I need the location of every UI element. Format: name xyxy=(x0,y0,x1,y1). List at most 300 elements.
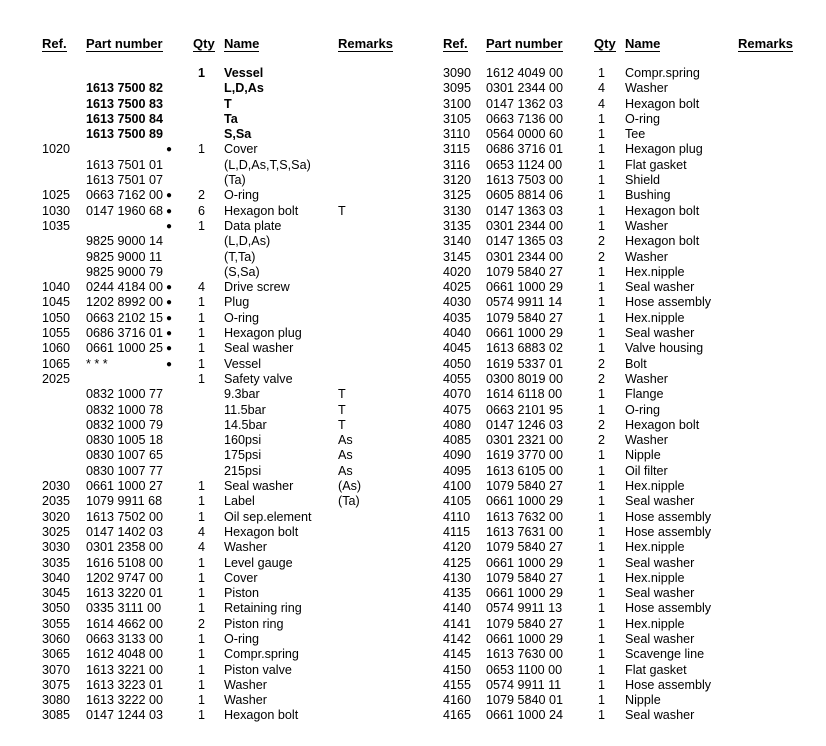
name-cell: Hex.nipple xyxy=(625,570,685,585)
table-row xyxy=(443,433,803,448)
table-header xyxy=(42,36,402,54)
part-number-cell: 0301 2344 00 xyxy=(486,81,564,96)
table-row xyxy=(42,418,402,433)
qty-cell: 1 xyxy=(198,218,206,233)
table-row xyxy=(443,357,803,372)
part-number-cell: 0147 1363 03 xyxy=(486,203,564,218)
name-cell: Hose assembly xyxy=(625,295,712,310)
ref-cell: 4100 xyxy=(443,479,472,494)
name-cell: Cover xyxy=(224,142,258,157)
part-number-cell: 1619 5337 01 xyxy=(486,356,564,371)
ref-cell: 4160 xyxy=(443,693,472,708)
name-cell: Hexagon bolt xyxy=(625,96,700,111)
ref-cell: 2025 xyxy=(42,371,71,386)
qty-cell: 2 xyxy=(198,616,206,631)
part-number-cell: 0663 3133 00 xyxy=(86,631,164,646)
part-number-cell: 0832 1000 78 xyxy=(86,402,164,417)
marker-icon: ● xyxy=(166,328,173,340)
table-row xyxy=(443,97,803,112)
ref-cell: 4130 xyxy=(443,570,472,585)
name-cell: Washer xyxy=(224,540,267,555)
name-cell: T xyxy=(224,96,232,111)
ref-cell: 3100 xyxy=(443,96,472,111)
name-cell: Bushing xyxy=(625,188,671,203)
table-row xyxy=(443,311,803,326)
qty-cell: 1 xyxy=(598,402,606,417)
table-row xyxy=(443,188,803,203)
ref-cell: 3045 xyxy=(42,586,71,601)
table-row xyxy=(42,586,402,601)
part-number-cell: 1613 6883 02 xyxy=(486,341,564,356)
qty-cell: 1 xyxy=(598,448,606,463)
part-number-cell: 0301 2358 00 xyxy=(86,540,164,555)
marker-icon: ● xyxy=(166,358,173,370)
name-cell: Piston xyxy=(224,586,260,601)
table-row xyxy=(42,188,402,203)
name-cell: 9.3bar xyxy=(224,387,260,402)
table-row xyxy=(443,142,803,157)
ref-cell: 3065 xyxy=(42,647,71,662)
table-row xyxy=(42,632,402,647)
ref-cell: 1030 xyxy=(42,203,71,218)
part-number-cell: 0663 2102 15 xyxy=(86,310,164,325)
qty-cell: 1 xyxy=(598,616,606,631)
ref-cell: 4085 xyxy=(443,433,472,448)
qty-cell: 1 xyxy=(198,494,206,509)
remarks-cell: (Ta) xyxy=(338,494,360,509)
name-cell: Piston ring xyxy=(224,616,284,631)
qty-cell: 2 xyxy=(598,356,606,371)
table-row xyxy=(42,112,402,127)
part-number-cell: 1079 5840 27 xyxy=(486,479,564,494)
table-row xyxy=(443,387,803,402)
name-cell: Hose assembly xyxy=(625,509,712,524)
table-row xyxy=(443,158,803,173)
name-cell: Hose assembly xyxy=(625,677,712,692)
part-number-cell: 0830 1007 77 xyxy=(86,463,164,478)
marker-icon: ● xyxy=(166,220,173,232)
name-cell: Shield xyxy=(625,173,661,188)
name-cell: Level gauge xyxy=(224,555,293,570)
table-row xyxy=(443,663,803,678)
ref-cell: 4055 xyxy=(443,371,472,386)
marker-icon: ● xyxy=(166,144,173,156)
qty-cell: 1 xyxy=(598,387,606,402)
qty-cell: 1 xyxy=(598,264,606,279)
table-body xyxy=(42,66,402,724)
qty-cell: 1 xyxy=(198,693,206,708)
part-number-cell: 9825 9000 79 xyxy=(86,264,164,279)
table-row xyxy=(42,372,402,387)
qty-cell: 1 xyxy=(598,662,606,677)
name-cell: O-ring xyxy=(224,188,259,203)
ref-cell: 4045 xyxy=(443,341,472,356)
qty-cell: 1 xyxy=(198,570,206,585)
name-cell: O-ring xyxy=(224,631,259,646)
ref-cell: 3085 xyxy=(42,708,71,723)
table-body xyxy=(443,66,803,724)
header-part-number: Part number xyxy=(486,36,563,51)
table-row xyxy=(443,617,803,632)
ref-cell: 4165 xyxy=(443,708,472,723)
table-row xyxy=(443,540,803,555)
name-cell: Tee xyxy=(625,127,646,142)
table-row xyxy=(42,280,402,295)
header-ref: Ref. xyxy=(42,36,67,51)
part-number-cell: 1079 5840 27 xyxy=(486,616,564,631)
name-cell: 175psi xyxy=(224,448,262,463)
qty-cell: 1 xyxy=(598,111,606,126)
table-row xyxy=(443,372,803,387)
part-number-cell: 9825 9000 14 xyxy=(86,234,164,249)
table-row xyxy=(443,66,803,81)
table-row xyxy=(443,326,803,341)
qty-cell: 1 xyxy=(598,142,606,157)
qty-cell: 1 xyxy=(198,66,206,80)
name-cell: Hexagon plug xyxy=(224,326,302,341)
ref-cell: 1025 xyxy=(42,188,71,203)
qty-cell: 1 xyxy=(598,540,606,555)
table-row xyxy=(42,326,402,341)
ref-cell: 4025 xyxy=(443,280,472,295)
table-row xyxy=(42,250,402,265)
table-row xyxy=(42,617,402,632)
table-row xyxy=(42,204,402,219)
ref-cell: 3070 xyxy=(42,662,71,677)
qty-cell: 1 xyxy=(198,142,206,157)
name-cell: Label xyxy=(224,494,255,509)
table-row xyxy=(42,219,402,234)
part-number-cell: 1202 8992 00 xyxy=(86,295,164,310)
part-number-cell: 9825 9000 11 xyxy=(86,249,163,264)
name-cell: Hex.nipple xyxy=(625,540,685,555)
qty-cell: 1 xyxy=(598,173,606,188)
part-number-cell: 0653 1124 00 xyxy=(486,157,563,172)
name-cell: Cover xyxy=(224,570,258,585)
table-row xyxy=(443,173,803,188)
table-row xyxy=(42,387,402,402)
table-row xyxy=(443,556,803,571)
table-row xyxy=(443,525,803,540)
table-row xyxy=(443,510,803,525)
name-cell: Washer xyxy=(224,693,267,708)
name-cell: Data plate xyxy=(224,218,282,233)
qty-cell: 1 xyxy=(198,586,206,601)
table-row xyxy=(443,295,803,310)
qty-cell: 1 xyxy=(598,586,606,601)
name-cell: Valve housing xyxy=(625,341,704,356)
part-number-cell: 1079 5840 27 xyxy=(486,310,564,325)
name-cell: Seal washer xyxy=(625,280,695,295)
ref-cell: 3125 xyxy=(443,188,472,203)
name-cell: 160psi xyxy=(224,433,262,448)
header-qty: Qty xyxy=(594,36,616,51)
ref-cell: 3060 xyxy=(42,631,71,646)
table-row xyxy=(42,647,402,662)
qty-cell: 1 xyxy=(598,570,606,585)
ref-cell: 3080 xyxy=(42,693,71,708)
ref-cell: 3135 xyxy=(443,218,472,233)
ref-cell: 4090 xyxy=(443,448,472,463)
qty-cell: 1 xyxy=(598,326,606,341)
qty-cell: 1 xyxy=(198,310,206,325)
name-cell: Hose assembly xyxy=(625,601,712,616)
part-number-cell: 1202 9747 00 xyxy=(86,570,164,585)
marker-icon: ● xyxy=(166,282,173,294)
part-number-cell: 0574 9911 14 xyxy=(486,295,563,310)
part-number-cell: 1613 7503 00 xyxy=(486,173,564,188)
part-number-cell: 0663 7162 00 xyxy=(86,188,164,203)
part-number-cell: 1619 3770 00 xyxy=(486,448,564,463)
part-number-cell: 0661 1000 29 xyxy=(486,586,564,601)
name-cell: (Ta) xyxy=(224,173,246,188)
part-number-cell: 0661 1000 24 xyxy=(486,708,564,723)
qty-cell: 1 xyxy=(598,555,606,570)
remarks-cell: (As) xyxy=(338,479,362,494)
table-row xyxy=(443,81,803,96)
table-row xyxy=(42,525,402,540)
ref-cell: 4110 xyxy=(443,509,471,524)
header-remarks: Remarks xyxy=(338,36,393,51)
qty-cell: 1 xyxy=(598,66,606,80)
qty-cell: 4 xyxy=(598,81,606,96)
part-number-cell: 1613 7500 89 xyxy=(86,127,164,142)
part-number-cell: 0661 1000 25 xyxy=(86,341,164,356)
name-cell: Seal washer xyxy=(625,494,695,509)
ref-cell: 3035 xyxy=(42,555,71,570)
name-cell: S,Sa xyxy=(224,127,252,142)
parts-table-left xyxy=(42,36,402,724)
name-cell: Scavenge line xyxy=(625,647,705,662)
part-number-cell: 0686 3716 01 xyxy=(86,326,164,341)
marker-icon: ● xyxy=(166,312,173,324)
part-number-cell: 1613 3223 01 xyxy=(86,677,164,692)
name-cell: O-ring xyxy=(625,402,660,417)
ref-cell: 4120 xyxy=(443,540,472,555)
qty-cell: 1 xyxy=(598,310,606,325)
name-cell: Seal washer xyxy=(224,341,294,356)
part-number-cell: 0832 1000 79 xyxy=(86,417,164,432)
qty-cell: 1 xyxy=(598,203,606,218)
qty-cell: 2 xyxy=(598,249,606,264)
ref-cell: 3145 xyxy=(443,249,472,264)
qty-cell: 1 xyxy=(198,356,206,371)
qty-cell: 4 xyxy=(198,540,206,555)
part-number-cell: 1613 7501 07 xyxy=(86,173,164,188)
part-number-cell: 1613 3222 00 xyxy=(86,693,164,708)
marker-icon: ● xyxy=(166,205,173,217)
name-cell: Washer xyxy=(625,371,668,386)
part-number-cell: 0663 2101 95 xyxy=(486,402,564,417)
ref-cell: 3020 xyxy=(42,509,71,524)
qty-cell: 1 xyxy=(198,677,206,692)
part-number-cell: 0686 3716 01 xyxy=(486,142,564,157)
name-cell: Oil sep.element xyxy=(224,509,312,524)
ref-cell: 4155 xyxy=(443,677,472,692)
name-cell: Seal washer xyxy=(224,479,294,494)
name-cell: Hexagon plug xyxy=(625,142,703,157)
part-number-cell: 1614 4662 00 xyxy=(86,616,164,631)
ref-cell: 4150 xyxy=(443,662,472,677)
remarks-cell: T xyxy=(338,402,346,417)
part-number-cell: 0301 2344 00 xyxy=(486,249,564,264)
ref-cell: 4070 xyxy=(443,387,472,402)
qty-cell: 1 xyxy=(598,218,606,233)
header-ref: Ref. xyxy=(443,36,468,51)
table-row xyxy=(443,112,803,127)
qty-cell: 1 xyxy=(198,662,206,677)
ref-cell: 4105 xyxy=(443,494,472,509)
table-row xyxy=(42,479,402,494)
part-number-cell: 0830 1005 18 xyxy=(86,433,164,448)
ref-cell: 1045 xyxy=(42,295,71,310)
name-cell: Drive screw xyxy=(224,280,290,295)
ref-cell: 4135 xyxy=(443,586,472,601)
name-cell: Flat gasket xyxy=(625,662,687,677)
table-row xyxy=(443,127,803,142)
table-row xyxy=(443,494,803,509)
part-number-cell: 0661 1000 27 xyxy=(86,479,164,494)
qty-cell: 1 xyxy=(598,524,606,539)
table-row xyxy=(42,311,402,326)
name-cell: Seal washer xyxy=(625,326,695,341)
name-cell: O-ring xyxy=(224,310,259,325)
qty-cell: 1 xyxy=(598,708,606,723)
ref-cell: 3050 xyxy=(42,601,71,616)
table-row xyxy=(443,341,803,356)
qty-cell: 1 xyxy=(598,188,606,203)
ref-cell: 4142 xyxy=(443,631,472,646)
name-cell: Vessel xyxy=(224,356,262,371)
table-row xyxy=(42,601,402,616)
qty-cell: 1 xyxy=(198,509,206,524)
table-row xyxy=(443,418,803,433)
table-row xyxy=(42,341,402,356)
ref-cell: 1050 xyxy=(42,310,71,325)
name-cell: Vessel xyxy=(224,66,264,80)
qty-cell: 2 xyxy=(598,417,606,432)
part-number-cell: 1079 5840 27 xyxy=(486,540,564,555)
part-number-cell: 0300 8019 00 xyxy=(486,371,564,386)
part-number-cell: 0301 2344 00 xyxy=(486,218,564,233)
name-cell: Washer xyxy=(625,218,668,233)
qty-cell: 2 xyxy=(598,371,606,386)
qty-cell: 1 xyxy=(598,341,606,356)
table-row xyxy=(443,448,803,463)
qty-cell: 2 xyxy=(598,433,606,448)
ref-cell: 1065 xyxy=(42,356,71,371)
qty-cell: 1 xyxy=(598,157,606,172)
name-cell: Seal washer xyxy=(625,708,695,723)
part-number-cell: 0605 8814 06 xyxy=(486,188,564,203)
ref-cell: 1060 xyxy=(42,341,71,356)
marker-icon: ● xyxy=(166,190,173,202)
name-cell: Nipple xyxy=(625,693,661,708)
ref-cell: 4125 xyxy=(443,555,472,570)
name-cell: Washer xyxy=(625,81,668,96)
part-number-cell: 0661 1000 29 xyxy=(486,326,564,341)
table-row xyxy=(42,158,402,173)
ref-cell: 3130 xyxy=(443,203,472,218)
name-cell: Hose assembly xyxy=(625,524,712,539)
ref-cell: 4035 xyxy=(443,310,472,325)
part-number-cell: 1613 7632 00 xyxy=(486,509,564,524)
part-number-cell: 1079 5840 27 xyxy=(486,570,564,585)
part-number-cell: 1616 5108 00 xyxy=(86,555,164,570)
name-cell: 11.5bar xyxy=(224,402,266,417)
table-row xyxy=(443,678,803,693)
qty-cell: 1 xyxy=(198,647,206,662)
qty-cell: 1 xyxy=(198,295,206,310)
part-number-cell: 0147 1246 03 xyxy=(486,417,564,432)
ref-cell: 4040 xyxy=(443,326,472,341)
ref-cell: 3055 xyxy=(42,616,71,631)
table-row xyxy=(443,234,803,249)
part-number-cell: 1613 3220 01 xyxy=(86,586,164,601)
remarks-cell: As xyxy=(338,463,353,478)
part-number-cell: 0147 1402 03 xyxy=(86,524,164,539)
qty-cell: 1 xyxy=(198,708,206,723)
ref-cell: 3075 xyxy=(42,677,71,692)
qty-cell: 1 xyxy=(598,127,606,142)
ref-cell: 3025 xyxy=(42,524,71,539)
qty-cell: 1 xyxy=(598,463,606,478)
name-cell: Hexagon bolt xyxy=(224,524,299,539)
ref-cell: 3040 xyxy=(42,570,71,585)
name-cell: Hexagon bolt xyxy=(224,203,299,218)
name-cell: Retaining ring xyxy=(224,601,302,616)
name-cell: Ta xyxy=(224,111,238,126)
qty-cell: 1 xyxy=(598,280,606,295)
qty-cell: 1 xyxy=(598,295,606,310)
table-row xyxy=(443,219,803,234)
part-number-cell: 0661 1000 29 xyxy=(486,494,564,509)
part-number-cell: 1613 7502 00 xyxy=(86,509,164,524)
name-cell: L,D,As xyxy=(224,81,264,96)
part-number-cell: 1613 7500 84 xyxy=(86,111,164,126)
part-number-cell: 1079 5840 01 xyxy=(486,693,564,708)
ref-cell: 4075 xyxy=(443,402,472,417)
qty-cell: 2 xyxy=(198,188,206,203)
qty-cell: 1 xyxy=(198,631,206,646)
qty-cell: 1 xyxy=(598,494,606,509)
header-part-number: Part number xyxy=(86,36,163,51)
name-cell: Hexagon bolt xyxy=(625,234,700,249)
ref-cell: 4141 xyxy=(443,616,472,631)
name-cell: Oil filter xyxy=(625,463,668,478)
qty-cell: 1 xyxy=(598,631,606,646)
table-row xyxy=(42,66,402,81)
qty-cell: 1 xyxy=(198,371,206,386)
part-number-cell: 0830 1007 65 xyxy=(86,448,164,463)
table-row xyxy=(42,494,402,509)
ref-cell: 1035 xyxy=(42,218,71,233)
qty-cell: 2 xyxy=(598,234,606,249)
name-cell: O-ring xyxy=(625,111,660,126)
table-row xyxy=(443,250,803,265)
part-number-cell: 0147 1365 03 xyxy=(486,234,564,249)
qty-cell: 1 xyxy=(198,326,206,341)
qty-cell: 4 xyxy=(598,96,606,111)
ref-cell: 2030 xyxy=(42,479,71,494)
remarks-cell: As xyxy=(338,433,353,448)
name-cell: Seal washer xyxy=(625,631,695,646)
name-cell: (S,Sa) xyxy=(224,264,260,279)
remarks-cell: As xyxy=(338,448,353,463)
part-number-cell: 1079 5840 27 xyxy=(486,264,564,279)
part-number-cell: 0661 1000 29 xyxy=(486,555,564,570)
part-number-cell: 1612 4049 00 xyxy=(486,66,564,80)
